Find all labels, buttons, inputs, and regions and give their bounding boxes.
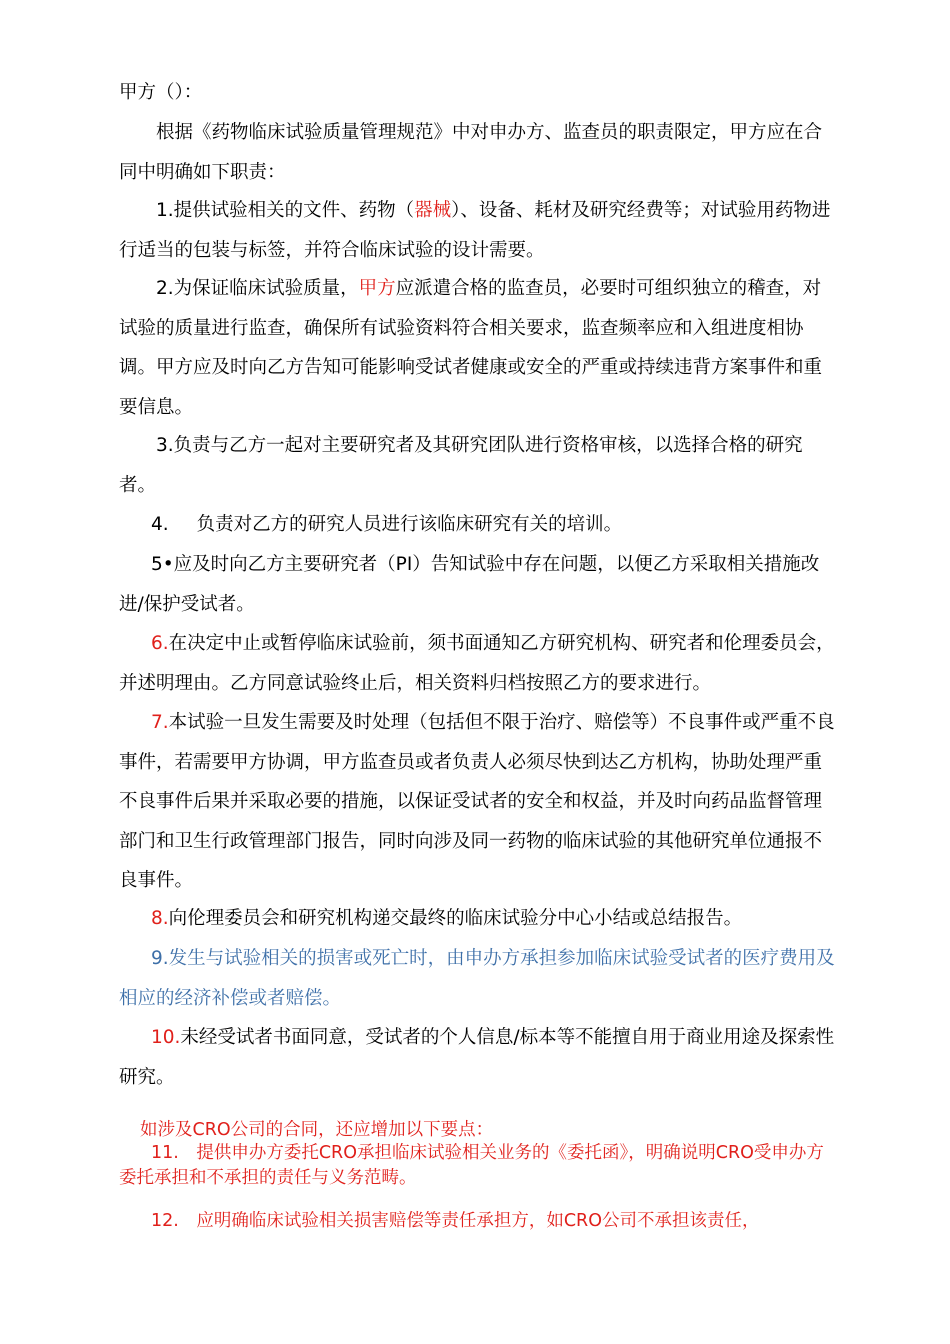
clause-2-highlight: 甲方 (358, 278, 396, 299)
clause-10-number: 10. (151, 1027, 181, 1048)
clause-8-number: 8. (151, 908, 169, 929)
clause-1-text-a: 1.提供试验相关的文件、药物（ (156, 200, 415, 221)
clause-6-text: 在决定中止或暂停临床试验前，须书面通知乙方研究机构、研究者和伦理委员会，并述明理由。乙方同意试验终止后，相关资料归档按照乙方的要求进行。 (119, 633, 835, 694)
clause-9: 9.发生与试验相关的损害或死亡时，由申办方承担参加临床试验受试者的医疗费用及相应的经济补偿或者赔偿。 (119, 948, 835, 1009)
clause-1 (119, 191, 839, 270)
clause-2 (119, 269, 839, 427)
clause-7-text: 本试验一旦发生需要及时处理（包括但不限于治疗、赔偿等）不良事件或严重不良事件，若需要甲方协调，甲方监查员或者负责人必须尽快到达乙方机构，协助处理严重不良事件后果并采取必要的措施，以保证受试者的安全和权益，并及时向药品监督管理部门和卫生行政管理部门报告，同时向涉及同一药物的临床试验的其他研究单位通报不良事件。 (119, 712, 835, 891)
clause-1-text-b: ）、设备、耗材及研究经费等；对试验用药物进行适当的包装与标签，并符合临床试验的设计需要。 (119, 200, 831, 261)
clause-8-text: 向伦理委员会和研究机构递交最终的临床试验分中心小结或总结报告。 (168, 908, 743, 929)
clause-6 (119, 624, 839, 703)
clause-8 (119, 899, 839, 939)
clause-1-highlight: 器械 (414, 200, 452, 221)
clause-10 (119, 1018, 839, 1097)
clause-6-number: 6. (151, 633, 169, 654)
clause-4 (119, 505, 839, 545)
clause-4-number: 4. (151, 514, 169, 535)
clause-3: 3.负责与乙方一起对主要研究者及其研究团队进行资格审核，以选择合格的研究者。 (119, 435, 803, 496)
party-a-header: 甲方（）： (119, 82, 203, 103)
clause-4-text: 负责对乙方的研究人员进行该临床研究有关的培训。 (196, 514, 623, 535)
clause-7 (119, 703, 839, 901)
clause-12: 12. 应明确临床试验相关损害赔偿等责任承担方，如CRO公司不承担该责任， (151, 1211, 760, 1231)
clause-10-text: 未经受试者书面同意，受试者的个人信息/标本等不能擅自用于商业用途及探索性研究。 (119, 1027, 835, 1088)
clause-7-number: 7. (151, 712, 169, 733)
clause-2-text-b: 应派遣合格的监查员，必要时可组织独立的稽查，对试验的质量进行监查，确保所有试验资料符合相关要求，监查频率应和入组进度相协调。甲方应及时向乙方告知可能影响受试者健康或安全的严重或持续违背方案事件和重要信息。 (119, 278, 823, 418)
intro-paragraph: 根据《药物临床试验质量管理规范》中对申办方、监查员的职责限定，甲方应在合同中明确如下职责： (119, 122, 823, 183)
cro-heading: 如涉及CRO公司的合同，还应增加以下要点： (140, 1120, 494, 1140)
clause-2-text-a: 2.为保证临床试验质量， (156, 278, 359, 299)
clause-11: 11. 提供申办方委托CRO承担临床试验相关业务的《委托函》，明确说明CRO受申办方委托承担和不承担的责任与义务范畴。 (119, 1143, 824, 1188)
clause-5: 5•应及时向乙方主要研究者（PI）告知试验中存在问题，以便乙方采取相关措施改进/保护受试者。 (119, 554, 820, 615)
